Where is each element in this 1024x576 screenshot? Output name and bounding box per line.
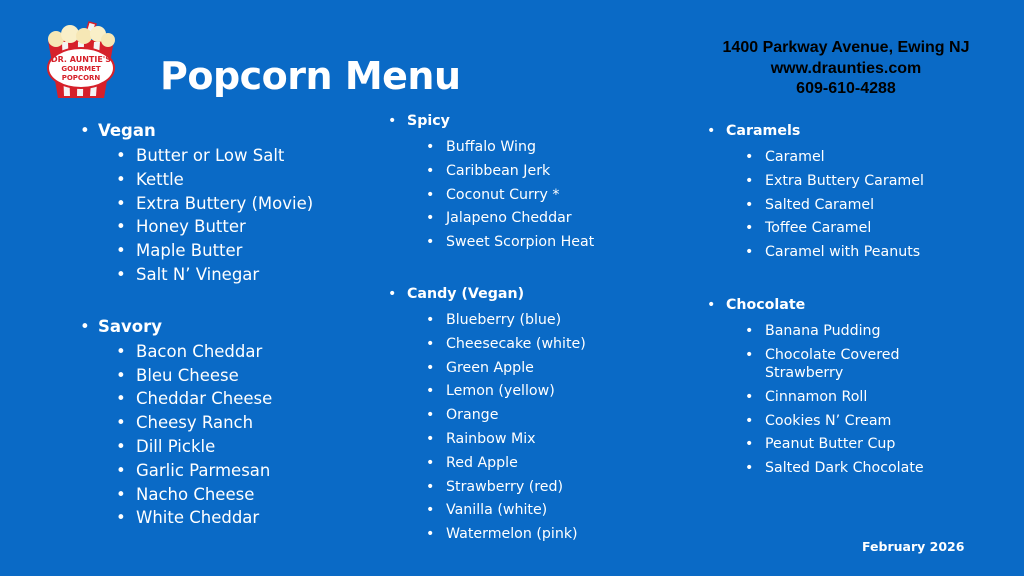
svg-text:POPCORN: POPCORN (61, 74, 101, 82)
menu-date: February 2026 (862, 539, 965, 554)
menu-column-right (707, 122, 924, 481)
category-chocolate: • Chocolate (707, 296, 924, 315)
category-savory: • Savory (80, 317, 313, 337)
list-item: • Rainbow Mix (446, 428, 594, 452)
list-item: • Jalapeno Cheddar (446, 207, 594, 231)
list-item: • Garlic Parmesan (136, 459, 313, 483)
chocolate-list (707, 320, 924, 481)
list-item: • Toffee Caramel (765, 217, 924, 241)
list-item: • Salt N’ Vinegar (136, 263, 313, 287)
list-item: • Cheesecake (white) (446, 333, 594, 357)
list-item: • Butter or Low Salt (136, 144, 313, 168)
list-item: • Cheesy Ranch (136, 411, 313, 435)
list-item: • Watermelon (pink) (446, 523, 594, 547)
list-item: • Extra Buttery Caramel (765, 170, 924, 194)
caramels-list (707, 146, 924, 265)
list-item: • Salted Dark Chocolate (765, 457, 924, 481)
list-item: • Maple Butter (136, 239, 313, 263)
list-item: • Cheddar Cheese (136, 387, 313, 411)
list-item: • White Cheddar (136, 506, 313, 530)
vegan-list (80, 144, 313, 287)
popcorn-bucket-icon (42, 20, 120, 100)
page-title: Popcorn Menu (160, 54, 461, 98)
list-item: • Strawberry (red) (446, 476, 594, 500)
svg-text:DR. AUNTIE'S: DR. AUNTIE'S (50, 55, 112, 64)
list-item: • Extra Buttery (Movie) (136, 192, 313, 216)
savory-list (80, 340, 313, 530)
list-item: • Sweet Scorpion Heat (446, 231, 594, 255)
list-item: • Bleu Cheese (136, 364, 313, 388)
list-item: • Honey Butter (136, 215, 313, 239)
website-link[interactable]: www.draunties.com (770, 59, 922, 77)
list-item: • Chocolate Covered Strawberry (765, 344, 915, 386)
list-item: • Lemon (yellow) (446, 380, 594, 404)
category-candy: • Candy (Vegan) (388, 285, 594, 304)
list-item: • Orange (446, 404, 594, 428)
list-item: • Cinnamon Roll (765, 386, 924, 410)
phone-number: 609-610-4288 (796, 80, 896, 97)
list-item: • Cookies N’ Cream (765, 410, 924, 434)
list-item: • Red Apple (446, 452, 594, 476)
list-item: • Buffalo Wing (446, 136, 594, 160)
category-caramels: • Caramels (707, 122, 924, 141)
contact-info (700, 38, 992, 100)
list-item: • Caramel with Peanuts (765, 241, 924, 265)
list-item: • Green Apple (446, 357, 594, 381)
list-item: • Vanilla (white) (446, 499, 594, 523)
candy-list (388, 309, 594, 547)
list-item: • Coconut Curry * (446, 184, 594, 208)
category-spicy: • Spicy (388, 112, 594, 131)
svg-text:GOURMET: GOURMET (61, 65, 101, 73)
list-item: • Banana Pudding (765, 320, 924, 344)
menu-column-middle (388, 112, 594, 547)
category-vegan: • Vegan (80, 121, 313, 141)
list-item: • Caribbean Jerk (446, 160, 594, 184)
list-item: • Kettle (136, 168, 313, 192)
list-item: • Dill Pickle (136, 435, 313, 459)
list-item: • Nacho Cheese (136, 483, 313, 507)
spicy-list (388, 136, 594, 255)
address-text: 1400 Parkway Avenue, Ewing NJ (722, 39, 970, 56)
list-item: • Peanut Butter Cup (765, 433, 924, 457)
list-item: • Caramel (765, 146, 924, 170)
menu-column-left (80, 121, 313, 530)
list-item: • Blueberry (blue) (446, 309, 594, 333)
list-item: • Salted Caramel (765, 194, 924, 218)
list-item: • Bacon Cheddar (136, 340, 313, 364)
